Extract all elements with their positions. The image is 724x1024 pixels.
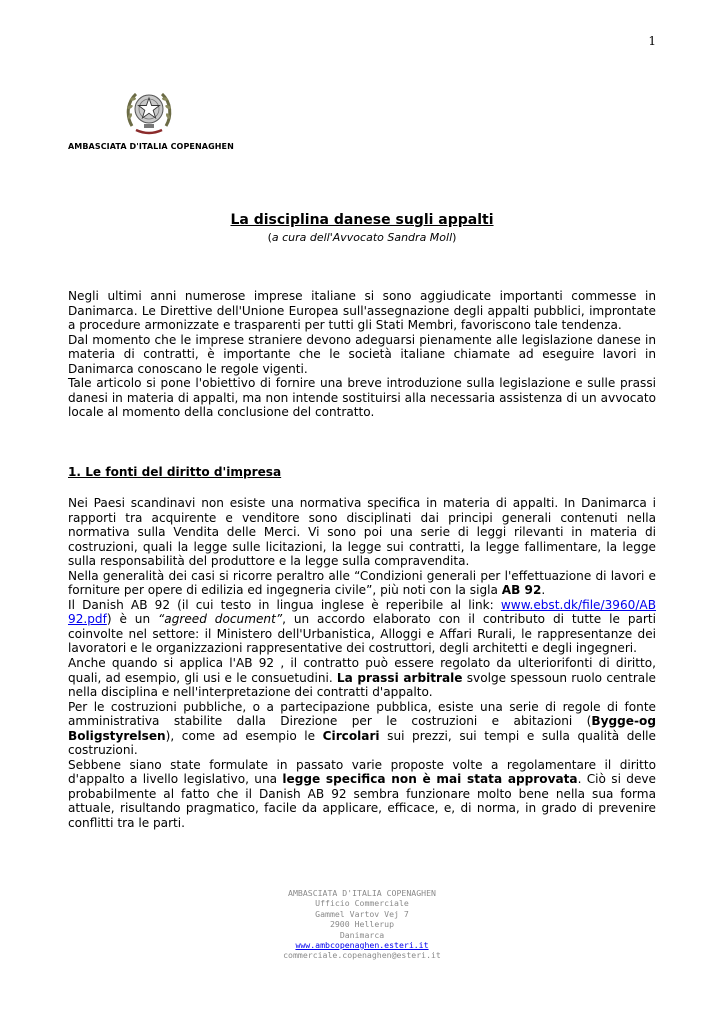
section-1-heading: 1. Le fonti del diritto d'impresa bbox=[68, 465, 282, 479]
section-1-paragraph-4 bbox=[68, 656, 656, 700]
italian-republic-emblem-icon bbox=[124, 86, 174, 138]
p4-text-b: svolge spessoun ruolo centrale nella disciplina e nell'interpretazione dei contratti d'appalto. bbox=[68, 670, 656, 700]
footer-office: Ufficio Commerciale bbox=[315, 898, 409, 909]
intro-paragraph-3: Tale articolo si pone l'obiettivo di fornire una breve introduzione sulla legislazione e sulle prassi danesi in materia di appalti, ma non intende sostituirsi alla necessaria assistenza di un avvocato locale al momento della conclusione del contratto. bbox=[68, 376, 656, 420]
intro-paragraph-2: Dal momento che le imprese straniere devono adeguarsi pienamente alle legislazione danese in materia di contratti, è importante che le società italiane chiamate ad eseguire lavori in Danimarca conoscano le regole vigenti. bbox=[68, 332, 656, 376]
section-1-body bbox=[68, 496, 656, 831]
p6-bold: legge specifica non è mai stata approvata bbox=[282, 772, 578, 787]
p4-text-a: Anche quando si applica l'AB 92 , il contratto può essere regolato da ulteriorifonti di diritto, quali, ad esempio, gli usi e le consuetudini. bbox=[68, 656, 656, 685]
intro-paragraph-1: Negli ultimi anni numerose imprese italiane si sono aggiudicate importanti commesse in Danimarca. Le Direttive dell'Unione Europea sull'assegnazione degli appalti pubblici, improntate a procedure armonizzate e trasparenti per tutti gli Stati Membri, favoriscono tale tendenza. bbox=[68, 289, 656, 333]
section-1-paragraph-6 bbox=[68, 758, 656, 831]
p5-text-c: sui prezzi, sui tempi e sulla qualità delle costruzioni. bbox=[68, 728, 656, 758]
section-1-paragraph-5 bbox=[68, 700, 656, 758]
footer-country: Danimarca bbox=[339, 929, 385, 940]
embassy-name: AMBASCIATA D'ITALIA COPENAGHEN bbox=[68, 142, 234, 151]
document-title: La disciplina danese sugli appalti bbox=[230, 212, 494, 228]
p5-text-b: ), come ad esempio le bbox=[165, 728, 323, 743]
p3-italic: “agreed document” bbox=[158, 612, 283, 627]
document-subtitle bbox=[0, 231, 724, 245]
p5-bold-2: Circolari bbox=[322, 728, 380, 743]
p3-text-b: ) è un bbox=[106, 612, 159, 627]
footer-city: 2900 Hellerup bbox=[329, 919, 395, 930]
ab92-document-link[interactable]: www.ebst.dk/file/3960/AB 92.pdf bbox=[68, 597, 656, 627]
footer-street: Gammel Vartov Vej 7 bbox=[315, 908, 409, 919]
section-1-paragraph-3 bbox=[68, 598, 656, 656]
subtitle-open: ( bbox=[267, 231, 272, 244]
p2-bold: AB 92 bbox=[501, 583, 542, 598]
p3-text-a: Il Danish AB 92 (il cui testo in lingua inglese è reperibile al link: bbox=[68, 597, 501, 612]
section-1-paragraph-2 bbox=[68, 569, 656, 598]
footer-email: commerciale.copenaghen@esteri.it bbox=[283, 950, 441, 961]
p2-text-b: . bbox=[541, 583, 546, 598]
section-1-paragraph-1: Nei Paesi scandinavi non esiste una normativa specifica in materia di appalti. In Danimarca i rapporti tra acquirente e venditore sono disciplinati dai principi generali contenuti nella normativa sulla Vendita delle Merci. Vi sono poi una serie di leggi rilevanti in materia di costruzioni, quali la legge sulle licitazioni, la legge sui contratti, la legge fallimentare, la legge sulla responsabilità del produttore e la legge sulla compravendita. bbox=[68, 496, 656, 569]
footer bbox=[0, 888, 724, 961]
p6-text-a: Sebbene siano state formulate in passato varie proposte volte a regolamentare il diritto d'appalto a livello legislativo, una bbox=[68, 757, 656, 787]
p2-text-a: Nella generalità dei casi si ricorre peraltro alle “Condizioni generali per l'effettuazione di lavori e forniture per opere di edilizia ed ingegneria civile”, più noti con la sigla bbox=[68, 568, 656, 598]
subtitle-close: ) bbox=[452, 231, 457, 244]
p4-bold: La prassi arbitrale bbox=[336, 670, 463, 685]
intro-section bbox=[68, 289, 656, 420]
footer-website-link[interactable]: www.ambcopenaghen.esteri.it bbox=[295, 940, 429, 951]
p6-text-b: . Ciò si deve probabilmente al fatto che il Danish AB 92 sembra funzionare molto bene nella sua forma attuale, risultando pragmatico, facile da applicare, efficace, e, di norma, in grado di prevenire conflitti tra le parti. bbox=[68, 772, 656, 831]
subtitle-author: a cura dell'Avvocato Sandra Moll bbox=[271, 231, 453, 244]
footer-embassy-name: AMBASCIATA D'ITALIA COPENAGHEN bbox=[288, 888, 436, 898]
p5-text-a: Per le costruzioni pubbliche, o a partecipazione pubblica, esiste una serie di regole di fonte amministrativa stabilite dalla Direzione per le costruzioni e abitazioni ( bbox=[68, 699, 656, 729]
p3-text-c: , un accordo elaborato con il contributo di tutte le parti coinvolte nel settore: il Ministero dell'Urbanistica, Alloggi e Affari Rurali, le rappresentanze dei lavoratori e le organizzazioni rappresentative dei costruttori, degli architetti e degli ingegneri. bbox=[68, 612, 656, 656]
title-block bbox=[0, 211, 724, 245]
page-number: 1 bbox=[648, 34, 656, 48]
p5-bold-1: Bygge-og Boligstyrelsen bbox=[68, 714, 656, 743]
